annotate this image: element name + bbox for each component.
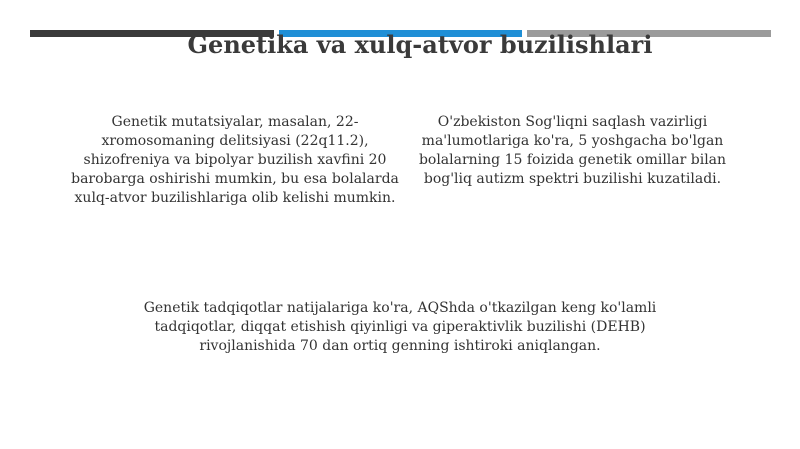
slide-title: Genetika va xulq-atvor buzilishlari: [187, 30, 653, 59]
text-block-right: O'zbekiston Sog'liqni saqlash vazirligi ma'lumotlariga ko'ra, 5 yoshgacha bo'lgan bolalarning 15 foizida genetik omillar bilan bog'liq autizm spektri buzilishi kuzatiladi.: [418, 114, 727, 187]
text-block-bottom: Genetik tadqiqotlar natijalariga ko'ra, AQShda o'tkazilgan keng ko'lamli tadqiqotlar, diqqat etishish qiyinligi va giperaktivlik buzilishi (DEHB) rivojlanishida 70 dan ortiq genning ishtiroki aniqlangan.: [143, 300, 657, 354]
text-block-left: Genetik mutatsiyalar, masalan, 22-xromosomaning delitsiyasi (22q11.2), shizofreniya va bipolyar buzilish xavfini 20 barobarga oshirishi mumkin, bu esa bolalarda xulq-atvor buzilishlariga olib kelishi mumkin.: [71, 114, 399, 206]
